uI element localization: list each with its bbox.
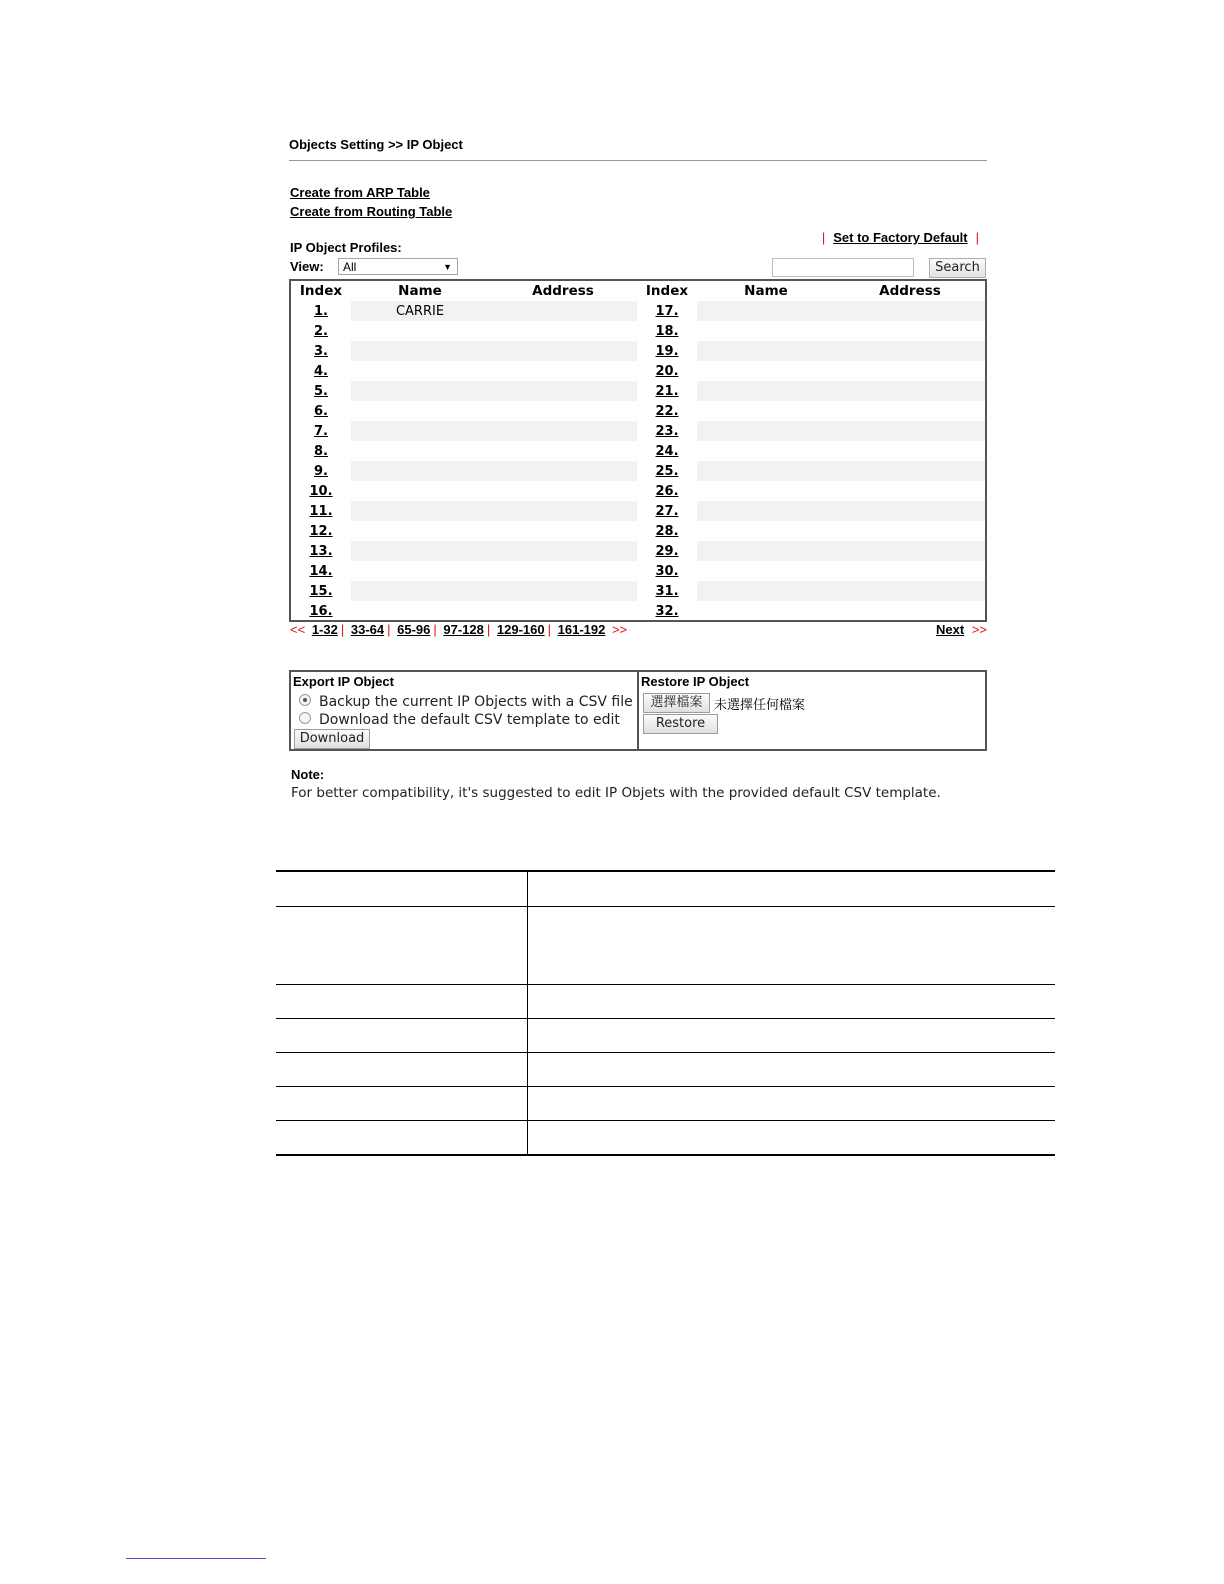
index-link[interactable]: 28. bbox=[655, 523, 679, 539]
name-cell bbox=[351, 401, 489, 421]
footnote-rule bbox=[126, 1558, 266, 1559]
index-cell bbox=[637, 341, 697, 361]
index-cell bbox=[637, 501, 697, 521]
index-cell bbox=[637, 381, 697, 401]
address-cell bbox=[489, 321, 637, 341]
address-cell bbox=[489, 561, 637, 581]
address-cell bbox=[835, 601, 985, 621]
table-row bbox=[291, 361, 985, 381]
factory-default-group bbox=[814, 230, 987, 245]
template-option-label: Download the default CSV template to edit bbox=[319, 712, 620, 728]
index-cell bbox=[291, 581, 351, 601]
index-link[interactable]: 12. bbox=[309, 523, 333, 539]
name-cell bbox=[697, 561, 835, 581]
index-cell bbox=[291, 321, 351, 341]
index-link[interactable]: 29. bbox=[655, 543, 679, 559]
index-cell bbox=[637, 461, 697, 481]
name-cell bbox=[697, 421, 835, 441]
radio-unselected-icon[interactable] bbox=[299, 712, 311, 724]
name-cell bbox=[697, 361, 835, 381]
name-cell: CARRIE bbox=[351, 301, 489, 321]
table-row bbox=[291, 421, 985, 441]
address-cell bbox=[835, 541, 985, 561]
address-cell bbox=[835, 341, 985, 361]
set-factory-default-link[interactable]: Set to Factory Default bbox=[833, 230, 968, 245]
name-cell bbox=[697, 441, 835, 461]
table-row bbox=[291, 601, 985, 621]
address-cell bbox=[489, 541, 637, 561]
index-cell bbox=[637, 441, 697, 461]
address-cell bbox=[489, 361, 637, 381]
separator: | bbox=[547, 622, 551, 637]
table-row bbox=[291, 401, 985, 421]
index-cell bbox=[637, 401, 697, 421]
view-select-value: All bbox=[343, 260, 357, 274]
separator: | bbox=[821, 230, 826, 245]
index-link[interactable]: 18. bbox=[655, 323, 679, 339]
index-cell bbox=[291, 381, 351, 401]
table-column-divider bbox=[527, 871, 528, 1155]
name-cell bbox=[697, 601, 835, 621]
view-select[interactable] bbox=[338, 258, 458, 275]
index-cell bbox=[291, 501, 351, 521]
index-link[interactable]: 7. bbox=[314, 423, 328, 439]
address-cell bbox=[835, 321, 985, 341]
table-row bbox=[291, 301, 985, 321]
next-arrows[interactable]: >> bbox=[971, 622, 987, 637]
name-cell bbox=[697, 461, 835, 481]
index-cell bbox=[291, 341, 351, 361]
index-cell bbox=[637, 521, 697, 541]
index-cell bbox=[291, 461, 351, 481]
separator: | bbox=[387, 622, 391, 637]
table-row bbox=[291, 441, 985, 461]
name-cell bbox=[351, 481, 489, 501]
table-row bbox=[291, 481, 985, 501]
address-cell bbox=[489, 441, 637, 461]
index-link[interactable]: 25. bbox=[655, 463, 679, 479]
index-cell bbox=[291, 441, 351, 461]
index-link[interactable]: 8. bbox=[314, 443, 328, 459]
name-cell bbox=[697, 341, 835, 361]
page-breadcrumb: Objects Setting >> IP Object bbox=[289, 137, 463, 152]
index-link[interactable]: 13. bbox=[309, 543, 333, 559]
address-cell bbox=[835, 301, 985, 321]
name-cell bbox=[351, 541, 489, 561]
table-rule bbox=[276, 906, 1055, 907]
choose-file-button[interactable]: 選擇檔案 bbox=[643, 693, 710, 713]
index-cell bbox=[291, 421, 351, 441]
table-row bbox=[291, 381, 985, 401]
index-link[interactable]: 32. bbox=[655, 603, 679, 619]
download-button[interactable]: Download bbox=[294, 729, 370, 749]
name-cell bbox=[697, 521, 835, 541]
table-row bbox=[291, 461, 985, 481]
name-cell bbox=[351, 521, 489, 541]
create-from-routing-link[interactable]: Create from Routing Table bbox=[290, 204, 453, 219]
table-header-row bbox=[291, 281, 985, 301]
address-cell bbox=[835, 441, 985, 461]
header-divider bbox=[289, 160, 987, 161]
index-cell bbox=[637, 361, 697, 381]
column-header: Address bbox=[532, 283, 594, 299]
index-cell bbox=[637, 601, 697, 621]
index-cell bbox=[291, 361, 351, 381]
column-header: Name bbox=[398, 283, 442, 299]
search-input[interactable] bbox=[772, 258, 914, 277]
next-group bbox=[936, 622, 987, 637]
index-link[interactable]: 22. bbox=[655, 403, 679, 419]
column-header: Name bbox=[744, 283, 788, 299]
name-cell bbox=[697, 321, 835, 341]
name-cell bbox=[351, 601, 489, 621]
address-cell bbox=[835, 561, 985, 581]
index-cell bbox=[291, 561, 351, 581]
page-link[interactable]: 65-96 bbox=[397, 622, 431, 637]
table-rule bbox=[276, 1120, 1055, 1121]
page-link[interactable]: 33-64 bbox=[350, 622, 385, 637]
address-cell bbox=[835, 501, 985, 521]
address-cell bbox=[835, 521, 985, 541]
index-link[interactable]: 20. bbox=[655, 363, 679, 379]
profiles-label: IP Object Profiles: bbox=[290, 240, 402, 255]
create-from-arp-link[interactable]: Create from ARP Table bbox=[290, 185, 430, 200]
column-header: Address bbox=[879, 283, 941, 299]
index-cell bbox=[637, 561, 697, 581]
index-link[interactable]: 17. bbox=[655, 303, 679, 319]
address-cell bbox=[489, 601, 637, 621]
address-cell bbox=[489, 421, 637, 441]
index-link[interactable]: 21. bbox=[655, 383, 679, 399]
ip-object-table bbox=[289, 279, 987, 622]
name-cell bbox=[351, 381, 489, 401]
index-link[interactable]: 31. bbox=[655, 583, 679, 599]
note-text: For better compatibility, it's suggested to edit IP Objets with the provided default CSV template. bbox=[291, 785, 941, 801]
table-row bbox=[291, 541, 985, 561]
name-cell bbox=[351, 441, 489, 461]
radio-selected-icon[interactable] bbox=[299, 694, 311, 706]
address-cell bbox=[489, 461, 637, 481]
index-link[interactable]: 26. bbox=[655, 483, 679, 499]
page-link[interactable]: 129-160 bbox=[496, 622, 545, 637]
table-rule bbox=[276, 1154, 1055, 1156]
index-cell bbox=[291, 401, 351, 421]
separator: | bbox=[975, 230, 979, 245]
name-cell bbox=[697, 381, 835, 401]
index-link[interactable]: 16. bbox=[309, 603, 333, 619]
table-rule bbox=[276, 984, 1055, 985]
address-cell bbox=[835, 581, 985, 601]
index-cell bbox=[637, 301, 697, 321]
address-cell bbox=[489, 381, 637, 401]
address-cell bbox=[835, 461, 985, 481]
address-cell bbox=[489, 581, 637, 601]
index-link[interactable]: 5. bbox=[314, 383, 328, 399]
name-cell bbox=[697, 541, 835, 561]
table-row bbox=[291, 561, 985, 581]
name-cell bbox=[351, 581, 489, 601]
address-cell bbox=[489, 341, 637, 361]
index-cell bbox=[291, 601, 351, 621]
index-link[interactable]: 11. bbox=[309, 503, 333, 519]
index-link[interactable]: 9. bbox=[314, 463, 328, 479]
address-cell bbox=[835, 421, 985, 441]
table-rule bbox=[276, 1052, 1055, 1053]
no-file-chosen-text: 未選擇任何檔案 bbox=[714, 698, 806, 713]
address-cell bbox=[835, 381, 985, 401]
name-cell bbox=[697, 501, 835, 521]
address-cell bbox=[489, 301, 637, 321]
index-link[interactable]: 2. bbox=[314, 323, 328, 339]
index-cell bbox=[291, 481, 351, 501]
restore-title: Restore IP Object bbox=[641, 674, 750, 689]
index-link[interactable]: 30. bbox=[655, 563, 679, 579]
address-cell bbox=[835, 361, 985, 381]
restore-ip-object-panel bbox=[637, 670, 987, 751]
index-cell bbox=[637, 481, 697, 501]
index-link[interactable]: 4. bbox=[314, 363, 328, 379]
name-cell bbox=[351, 421, 489, 441]
separator: | bbox=[340, 622, 345, 637]
index-link[interactable]: 19. bbox=[655, 343, 679, 359]
name-cell bbox=[351, 361, 489, 381]
pager-next-arrows[interactable]: >> bbox=[611, 622, 628, 637]
name-cell bbox=[697, 401, 835, 421]
index-link[interactable]: 14. bbox=[309, 563, 333, 579]
column-header: Index bbox=[299, 283, 343, 299]
table-row bbox=[291, 501, 985, 521]
export-title: Export IP Object bbox=[293, 674, 394, 689]
backup-option-label: Backup the current IP Objects with a CSV file bbox=[319, 694, 633, 710]
table-rule bbox=[276, 870, 1055, 872]
index-link[interactable]: 27. bbox=[655, 503, 679, 519]
page-link[interactable]: 1-32 bbox=[311, 622, 338, 637]
separator: | bbox=[486, 622, 491, 637]
address-cell bbox=[489, 481, 637, 501]
index-cell bbox=[291, 541, 351, 561]
pagination bbox=[290, 622, 627, 637]
chevron-down-icon: ▼ bbox=[443, 262, 452, 272]
view-label: View: bbox=[290, 259, 324, 274]
name-cell bbox=[697, 481, 835, 501]
note-label: Note: bbox=[291, 767, 325, 782]
page-link[interactable]: 161-192 bbox=[557, 622, 606, 637]
name-cell bbox=[351, 341, 489, 361]
name-cell bbox=[697, 581, 835, 601]
backup-option[interactable] bbox=[299, 694, 633, 710]
column-header: Index bbox=[645, 283, 689, 299]
name-cell bbox=[697, 301, 835, 321]
restore-button[interactable]: Restore bbox=[643, 714, 718, 734]
export-ip-object-panel bbox=[289, 670, 639, 751]
table-row bbox=[291, 521, 985, 541]
separator: | bbox=[433, 622, 437, 637]
index-link[interactable]: 3. bbox=[314, 343, 328, 359]
table-rule bbox=[276, 1086, 1055, 1087]
table-rule bbox=[276, 1018, 1055, 1019]
index-cell bbox=[637, 581, 697, 601]
address-cell bbox=[489, 401, 637, 421]
name-cell bbox=[351, 561, 489, 581]
search-button[interactable]: Search bbox=[929, 258, 986, 278]
name-cell bbox=[351, 321, 489, 341]
index-link[interactable]: 1. bbox=[314, 303, 328, 319]
index-cell bbox=[637, 321, 697, 341]
index-link[interactable]: 23. bbox=[655, 423, 679, 439]
pager-prev[interactable]: << bbox=[290, 622, 306, 637]
index-link[interactable]: 15. bbox=[309, 583, 333, 599]
address-cell bbox=[835, 481, 985, 501]
template-option[interactable] bbox=[299, 712, 620, 728]
address-cell bbox=[489, 521, 637, 541]
next-link[interactable]: Next bbox=[936, 622, 965, 637]
index-link[interactable]: 10. bbox=[309, 483, 333, 499]
index-link[interactable]: 24. bbox=[655, 443, 679, 459]
table-row bbox=[291, 581, 985, 601]
table-row bbox=[291, 341, 985, 361]
page-link[interactable]: 97-128 bbox=[443, 622, 484, 637]
address-cell bbox=[489, 501, 637, 521]
name-cell bbox=[351, 501, 489, 521]
index-cell bbox=[291, 301, 351, 321]
table-row bbox=[291, 321, 985, 341]
index-cell bbox=[637, 541, 697, 561]
address-cell bbox=[835, 401, 985, 421]
index-cell bbox=[637, 421, 697, 441]
name-cell bbox=[351, 461, 489, 481]
index-link[interactable]: 6. bbox=[314, 403, 328, 419]
index-cell bbox=[291, 521, 351, 541]
